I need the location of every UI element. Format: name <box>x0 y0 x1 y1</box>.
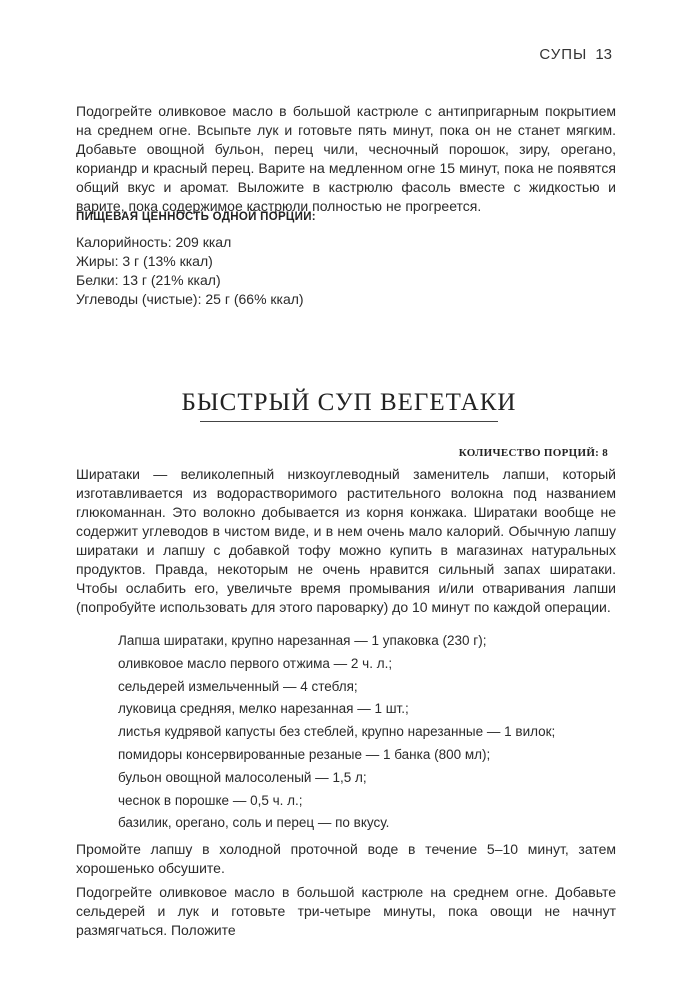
ingredient-item: базилик, орегано, соль и перец — по вкусу. <box>118 815 390 831</box>
ingredient-item: листья кудрявой капусты без стеблей, крупно нарезанные — 1 вилок; <box>118 724 556 740</box>
running-header <box>539 46 612 63</box>
title-underline <box>200 421 498 422</box>
nutrition-item: Жиры: 3 г (13% ккал) <box>76 253 213 269</box>
servings-label: КОЛИЧЕСТВО ПОРЦИЙ: 8 <box>458 447 608 459</box>
ingredient-item: чеснок в порошке — 0,5 ч. л.; <box>118 792 303 808</box>
ingredient-item: сельдерей измельченный — 4 стебля; <box>118 678 358 694</box>
ingredient-item: помидоры консервированные резаные — 1 банка (800 мл); <box>118 746 491 762</box>
nutrition-item: Белки: 13 г (21% ккал) <box>76 272 221 288</box>
step-paragraph: Промойте лапшу в холодной проточной воде в течение 5–10 минут, затем хорошенько обсушите. <box>76 841 616 876</box>
nutrition-item: Углеводы (чистые): 25 г (66% ккал) <box>76 291 304 307</box>
ingredient-item: бульон овощной малосоленый — 1,5 л; <box>118 769 367 785</box>
recipe-description: Ширатаки — великолепный низкоуглеводный заменитель лапши, который изготавливается из водорастворимого растительного волокна под названием глюкоманнан. Это волокно добывается из корня конжака. Ширатаки вообще не содержит углеводов в чистом виде, и в нем очень мало калорий. Обычную лапшу ширатаки и лапшу с добавкой тофу можно купить в магазинах натуральных продуктов. Правда, некоторым не очень нравится сильный запах ширатаки. Чтобы ослабить его, увеличьте время промывания и/или отваривания лапши (попробуйте использовать для этого пароварку) до 10 минут по каждой операции. <box>76 466 616 615</box>
ingredient-item: Лапша ширатаки, крупно нарезанная — 1 упаковка (230 г); <box>118 633 487 648</box>
section-title: СУПЫ <box>539 46 588 63</box>
step-paragraph: Подогрейте оливковое масло в большой кастрюле на среднем огне. Добавьте сельдерей и лук и готовьте три-четыре минуты, пока овощи не начнут размягчаться. Положите <box>76 884 616 938</box>
ingredient-list <box>118 630 555 835</box>
nutrition-heading: ПИЩЕВАЯ ЦЕННОСТЬ ОДНОЙ ПОРЦИИ: <box>76 211 316 223</box>
nutrition-list <box>76 233 304 309</box>
intro-paragraph: Подогрейте оливковое масло в большой кастрюле с антипригарным покрытием на среднем огне. Всыпьте лук и готовьте пять минут, пока он не станет мягким. Добавьте овощной бульон, перец чили, чесночный порошок, зиру, орегано, кориандр и красный перец. Варите на медленном огне 15 минут, пока не появятся общий вкус и аромат. Выложите в кастрюлю фасоль вместе с жидкостью и варите, пока содержимое кастрюли полностью не прогреется. <box>76 103 616 214</box>
ingredient-item: луковица средняя, мелко нарезанная — 1 шт.; <box>118 701 409 717</box>
page-number: 13 <box>595 46 612 63</box>
recipe-title: БЫСТРЫЙ СУП ВЕГЕТАКИ <box>181 389 517 416</box>
ingredient-item: оливковое масло первого отжима — 2 ч. л.; <box>118 655 393 671</box>
nutrition-item: Калорийность: 209 ккал <box>76 234 232 250</box>
